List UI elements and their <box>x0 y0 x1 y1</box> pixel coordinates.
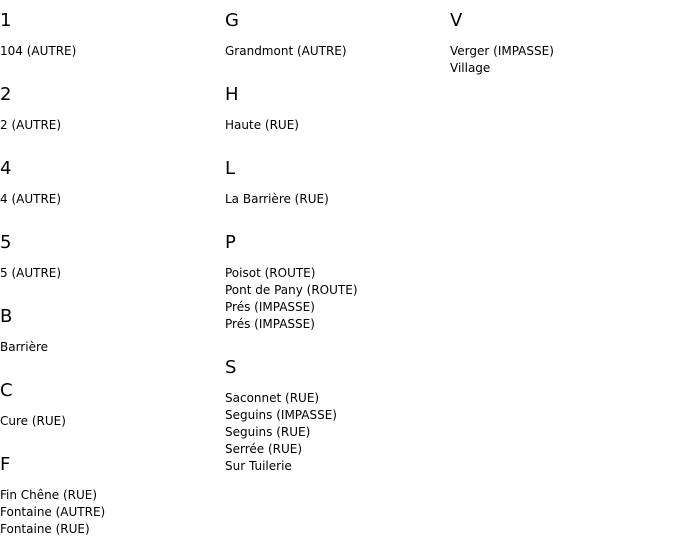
street-entry[interactable]: Barrière <box>0 340 49 354</box>
group-letter: L <box>225 158 236 179</box>
street-entry[interactable]: Prés (IMPASSE) <box>225 300 315 314</box>
group-letter: P <box>225 232 236 253</box>
street-entry[interactable]: 4 (AUTRE) <box>0 192 62 206</box>
group-letter: 2 <box>0 84 12 105</box>
entry-list <box>0 339 220 356</box>
entry-list <box>225 265 445 333</box>
entry-list <box>450 43 670 77</box>
entry-list <box>0 265 220 282</box>
street-entry[interactable]: Verger (IMPASSE) <box>450 44 554 58</box>
street-entry[interactable]: Sur Tuilerie <box>225 459 292 473</box>
entry-list <box>225 117 445 134</box>
group-letter: 5 <box>0 232 12 253</box>
group-letter: 1 <box>0 10 12 31</box>
entry-list <box>0 413 220 430</box>
street-entry[interactable]: Poisot (ROUTE) <box>225 266 316 280</box>
street-entry[interactable]: Fin Chêne (RUE) <box>0 488 98 502</box>
street-entry[interactable]: La Barrière (RUE) <box>225 192 329 206</box>
street-entry[interactable]: Village <box>450 61 491 75</box>
index-column-3 <box>450 10 670 77</box>
letter-group-f <box>0 454 220 538</box>
group-letter: F <box>0 454 11 475</box>
entry-list <box>225 43 445 60</box>
index-column-1 <box>0 10 220 538</box>
group-letter: 4 <box>0 158 12 179</box>
street-entry[interactable]: Haute (RUE) <box>225 118 299 132</box>
street-entry[interactable]: 2 (AUTRE) <box>0 118 62 132</box>
street-entry[interactable]: Seguins (IMPASSE) <box>225 408 337 422</box>
letter-group-l <box>225 158 445 232</box>
street-entry[interactable]: Serrée (RUE) <box>225 442 303 456</box>
letter-group-4 <box>0 158 220 232</box>
letter-group-5 <box>0 232 220 306</box>
group-letter: V <box>450 10 463 31</box>
street-entry[interactable]: Fontaine (AUTRE) <box>0 505 106 519</box>
street-entry[interactable]: Fontaine (RUE) <box>0 522 90 536</box>
group-letter: G <box>225 10 239 31</box>
group-letter: C <box>0 380 13 401</box>
letter-group-h <box>225 84 445 158</box>
letter-group-1 <box>0 10 220 84</box>
street-entry[interactable]: 104 (AUTRE) <box>0 44 77 58</box>
letter-group-c <box>0 380 220 454</box>
entry-list <box>0 43 220 60</box>
entry-list <box>225 390 445 475</box>
group-letter: H <box>225 84 239 105</box>
group-letter: S <box>225 357 237 378</box>
letter-group-s <box>225 357 445 475</box>
letter-group-g <box>225 10 445 84</box>
street-entry[interactable]: Cure (RUE) <box>0 414 66 428</box>
entry-list <box>225 191 445 208</box>
street-entry[interactable]: 5 (AUTRE) <box>0 266 62 280</box>
street-entry[interactable]: Seguins (RUE) <box>225 425 311 439</box>
entry-list <box>0 191 220 208</box>
letter-group-v <box>450 10 670 77</box>
street-entry[interactable]: Prés (IMPASSE) <box>225 317 315 331</box>
letter-group-2 <box>0 84 220 158</box>
entry-list <box>0 117 220 134</box>
letter-group-p <box>225 232 445 357</box>
entry-list <box>0 487 220 538</box>
street-entry[interactable]: Saconnet (RUE) <box>225 391 320 405</box>
letter-group-b <box>0 306 220 380</box>
street-entry[interactable]: Pont de Pany (ROUTE) <box>225 283 358 297</box>
group-letter: B <box>0 306 13 327</box>
street-entry[interactable]: Grandmont (AUTRE) <box>225 44 347 58</box>
index-column-2 <box>225 10 445 475</box>
